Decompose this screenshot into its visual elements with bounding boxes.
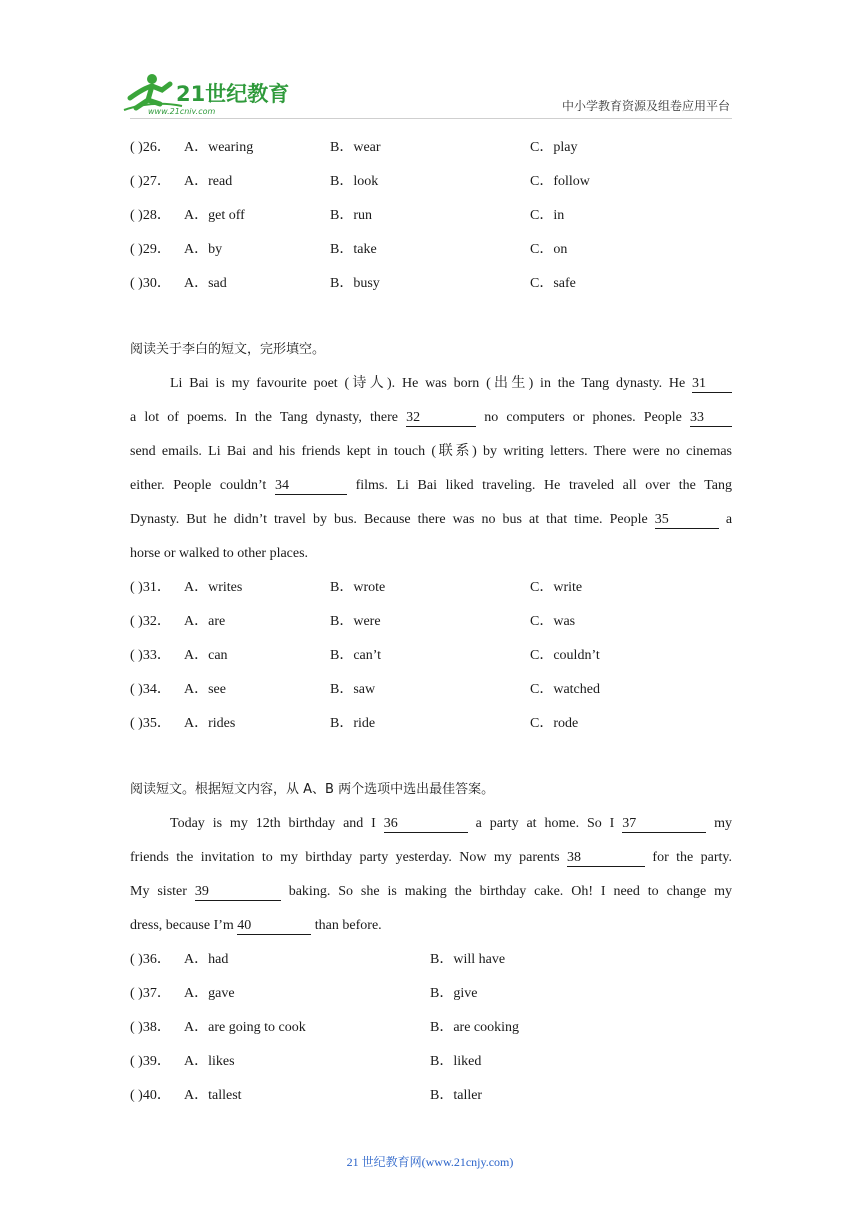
option-c[interactable]: C．was [530, 614, 576, 629]
option-b[interactable]: B．look [330, 174, 379, 189]
option-b[interactable]: B．take [330, 242, 377, 257]
blank-33[interactable]: 33 [690, 409, 732, 427]
passage-line: send emails. Li Bai and his friends kept in touch (联系) by writing letters. There were no cinemas [130, 444, 732, 459]
option-a[interactable]: A．tallest [184, 1088, 242, 1103]
option-b[interactable]: B．will have [430, 952, 506, 967]
svg-text:21世纪教育: 21世纪教育 [176, 82, 290, 106]
blank-40[interactable]: 40 [237, 917, 311, 935]
option-c[interactable]: C．write [530, 580, 583, 595]
passage-line: Li Bai is my favourite poet (诗人). He was born (出生) in the Tang dynasty. He 31 [130, 374, 732, 394]
option-b[interactable]: B．ride [330, 716, 376, 731]
section-heading: 阅读短文。根据短文内容，从 A、B 两个选项中选出最佳答案。 [130, 782, 495, 797]
question-number[interactable]: ( )33． [130, 648, 171, 663]
question-number[interactable]: ( )29． [130, 242, 171, 257]
blank-37[interactable]: 37 [622, 815, 706, 833]
question-number[interactable]: ( )36． [130, 952, 171, 967]
passage-line: friends the invitation to my birthday party yesterday. Now my parents 38 for the party. [130, 850, 733, 865]
passage-line: horse or walked to other places. [130, 546, 309, 561]
option-a[interactable]: A．sad [184, 276, 227, 291]
option-c[interactable]: C．on [530, 242, 568, 257]
question-number[interactable]: ( )28． [130, 208, 171, 223]
passage-line: Dynasty. But he didn’t travel by bus. Because there was no bus at that time. People 35 a [130, 512, 733, 527]
option-c[interactable]: C．safe [530, 276, 576, 291]
option-a[interactable]: A．can [184, 648, 228, 663]
option-b[interactable]: B．liked [430, 1054, 482, 1069]
blank-36[interactable]: 36 [384, 815, 468, 833]
option-c[interactable]: C．rode [530, 716, 579, 731]
option-c[interactable]: C．follow [530, 174, 590, 189]
option-b[interactable]: B．busy [330, 276, 380, 291]
blank-31[interactable]: 31 [692, 375, 732, 393]
option-a[interactable]: A．gave [184, 986, 235, 1001]
option-c[interactable]: C．watched [530, 682, 600, 697]
option-a[interactable]: A．see [184, 682, 226, 697]
option-b[interactable]: B．taller [430, 1088, 483, 1103]
question-number[interactable]: ( )35． [130, 716, 171, 731]
question-number[interactable]: ( )34． [130, 682, 171, 697]
question-number[interactable]: ( )39． [130, 1054, 171, 1069]
passage-line: My sister 39 baking. So she is making the birthday cake. Oh! I need to change my [130, 884, 733, 899]
option-b[interactable]: B．are cooking [430, 1020, 520, 1035]
question-number[interactable]: ( )31． [130, 580, 171, 595]
option-a[interactable]: A．by [184, 242, 223, 257]
option-b[interactable]: B．wrote [330, 580, 386, 595]
option-a[interactable]: A．are [184, 614, 226, 629]
passage-line: a lot of poems. In the Tang dynasty, there 32 no computers or phones. People 33 [130, 408, 732, 428]
svg-text:www.21cnjy.com: www.21cnjy.com [148, 107, 216, 114]
section-heading: 阅读关于李白的短文，完形填空。 [130, 342, 326, 357]
question-number[interactable]: ( )40． [130, 1088, 171, 1103]
question-number[interactable]: ( )27． [130, 174, 171, 189]
option-a[interactable]: A．likes [184, 1054, 235, 1069]
header-divider [130, 118, 732, 119]
blank-34[interactable]: 34 [275, 477, 347, 495]
platform-title: 中小学教育资源及组卷应用平台 [561, 99, 730, 113]
option-c[interactable]: C．couldn’t [530, 648, 600, 663]
question-number[interactable]: ( )30． [130, 276, 171, 291]
option-a[interactable]: A．get off [184, 208, 245, 223]
option-b[interactable]: B．were [330, 614, 381, 629]
option-a[interactable]: A．writes [184, 580, 243, 595]
option-a[interactable]: A．wearing [184, 140, 254, 155]
question-number[interactable]: ( )26． [130, 140, 171, 155]
option-a[interactable]: A．read [184, 174, 233, 189]
blank-39[interactable]: 39 [195, 883, 281, 901]
passage-line: dress, because I’m 40 than before. [130, 918, 382, 933]
option-b[interactable]: B．saw [330, 682, 376, 697]
option-c[interactable]: C．play [530, 140, 578, 155]
question-number[interactable]: ( )37． [130, 986, 171, 1001]
question-number[interactable]: ( )32． [130, 614, 171, 629]
passage-line: Today is my 12th birthday and I 36 a party at home. So I 37 my [170, 816, 733, 831]
question-number[interactable]: ( )38． [130, 1020, 171, 1035]
option-b[interactable]: B．wear [330, 140, 381, 155]
option-b[interactable]: B．can’t [330, 648, 382, 663]
site-logo [122, 70, 292, 114]
option-a[interactable]: A．are going to cook [184, 1020, 306, 1035]
passage-line: either. People couldn’t 34 films. Li Bai liked traveling. He traveled all over the Tang [130, 478, 733, 493]
option-c[interactable]: C．in [530, 208, 565, 223]
option-b[interactable]: B．give [430, 986, 478, 1001]
option-a[interactable]: A．had [184, 952, 229, 967]
option-b[interactable]: B．run [330, 208, 372, 223]
blank-35[interactable]: 35 [655, 511, 719, 529]
option-a[interactable]: A．rides [184, 716, 236, 731]
blank-32[interactable]: 32 [406, 409, 476, 427]
blank-38[interactable]: 38 [567, 849, 645, 867]
footer-link[interactable]: 21 世纪教育网(www.21cnjy.com) [346, 1155, 514, 1169]
